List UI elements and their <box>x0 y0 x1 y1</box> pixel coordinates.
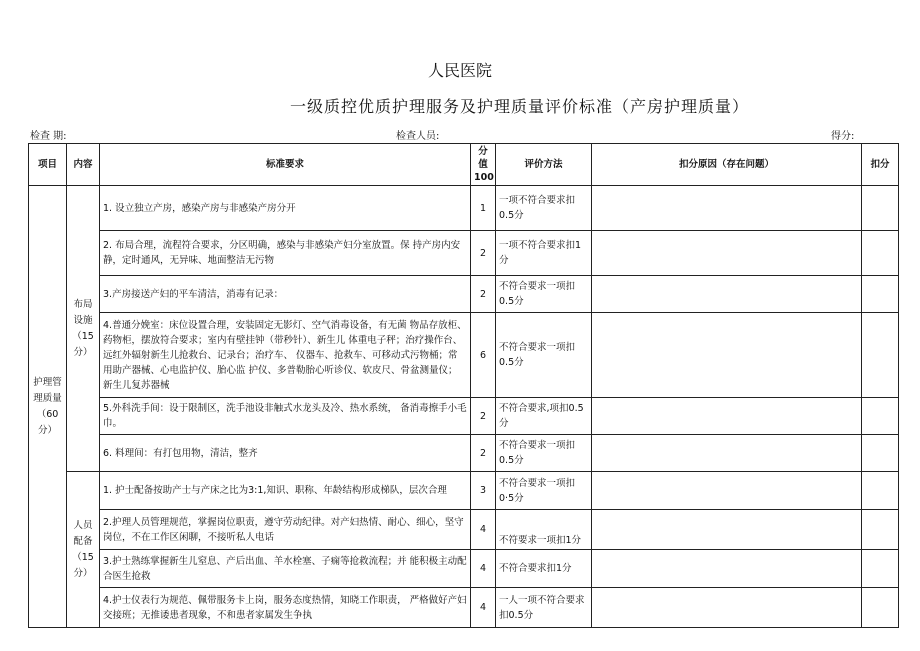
reason-cell[interactable] <box>592 398 862 435</box>
reason-cell[interactable] <box>592 588 862 628</box>
table-row <box>29 231 899 276</box>
deduct-cell[interactable] <box>862 435 899 472</box>
score-cell: 4 <box>471 550 496 588</box>
col-header-deduct: 扣分 <box>862 144 899 186</box>
method-cell: 不符合要求一项扣0·5分 <box>496 472 592 510</box>
standard-cell: 1. 护士配备按助产士与产床之比为3:1,知识、职称、年龄结构形成梯队，层次合理 <box>100 472 471 510</box>
deduct-cell[interactable] <box>862 550 899 588</box>
inspector-label: 检查人员: <box>396 131 440 142</box>
table-row <box>29 313 899 398</box>
method-cell: 一项不符合要求扣1分 <box>496 231 592 276</box>
deduct-cell[interactable] <box>862 313 899 398</box>
hospital-name: 人民医院 <box>427 61 492 80</box>
deduct-cell[interactable] <box>862 276 899 313</box>
score-cell: 4 <box>471 588 496 628</box>
standard-cell: 6. 料理间：有打包用物，清洁，整齐 <box>100 435 471 472</box>
col-header-method: 评价方法 <box>496 144 592 186</box>
reason-cell[interactable] <box>592 550 862 588</box>
standard-cell: 5.外科洗手间：设于限制区，洗手池设非触式水龙头及冷、热水系统， 备消毒擦手小毛巾。 <box>100 398 471 435</box>
col-header-score-total: 100 <box>474 172 494 183</box>
deduct-cell[interactable] <box>862 231 899 276</box>
check-date-label: 检查 期: <box>30 131 67 142</box>
table-row <box>29 510 899 550</box>
deduct-cell[interactable] <box>862 472 899 510</box>
standard-cell: 2.护理人员管理规范，掌握岗位职责，遵守劳动纪律。对产妇热情、耐心、细心，坚守岗位，不在工作区闲聊，不接听私人电话 <box>100 510 471 550</box>
score-cell: 6 <box>471 313 496 398</box>
table-row <box>29 472 899 510</box>
method-cell: 不符合要求一项扣0.5分 <box>496 313 592 398</box>
score-label: 得分: <box>831 131 855 142</box>
col-header-item: 项目 <box>29 144 67 186</box>
reason-cell[interactable] <box>592 186 862 231</box>
table-row <box>29 276 899 313</box>
deduct-cell[interactable] <box>862 186 899 231</box>
standard-cell: 3.护士熟练掌握新生儿窒息、产后出血、羊水栓塞、子痫等抢救流程；并 能积极主动配合医生抢救 <box>100 550 471 588</box>
table-row <box>29 550 899 588</box>
reason-cell[interactable] <box>592 510 862 550</box>
method-cell: 一人一项不符合要求扣0.5分 <box>496 588 592 628</box>
method-cell: 不符合要求一项扣0.5分 <box>496 276 592 313</box>
method-cell: 不符合要求一项扣0.5分 <box>496 435 592 472</box>
score-cell: 1 <box>471 186 496 231</box>
reason-cell[interactable] <box>592 231 862 276</box>
score-cell: 3 <box>471 472 496 510</box>
score-cell: 4 <box>471 510 496 550</box>
table-row <box>29 398 899 435</box>
item-group-cell: 护理管理质量（60分） <box>29 186 67 628</box>
deduct-cell[interactable] <box>862 398 899 435</box>
method-cell: 不符合要求,项扣0.5分 <box>496 398 592 435</box>
standard-cell: 2. 布局合理，流程符合要求，分区明确，感染与非感染产妇分室放置。保 持产房内安静，定时通风，无异味、地面整洁无污物 <box>100 231 471 276</box>
standard-cell: 4.护士仪表行为规范、佩带服务卡上岗，服务态度热情，知晓工作职责， 严格做好产妇交接班；无推诿患者现象，不和患者家属发生争执 <box>100 588 471 628</box>
deduct-cell[interactable] <box>862 588 899 628</box>
section-name-cell: 布局设施（15分） <box>67 186 100 472</box>
standard-cell: 3.产房接送产妇的平车清洁，消毒有记录： <box>100 276 471 313</box>
table-row <box>29 186 899 231</box>
reason-cell[interactable] <box>592 276 862 313</box>
standard-cell: 1. 设立独立产房，感染产房与非感染产房分开 <box>100 186 471 231</box>
evaluation-table <box>28 143 899 628</box>
table-header-row <box>29 144 899 186</box>
standard-cell: 4.普通分娩室：床位设置合理，安装固定无影灯、空气消毒设备，有无菌 物品存放柜、药物柜，摆放符合要求；室内有壁挂钟（带秒针）、新生儿 体重电子秤；治疗操作台、远红外辐射新生儿抢救台、记录台；治疗车、 仪器车、抢救车、可移动式污物桶；常用助产器械、心电监护仪、胎心监 护仪、多普勒胎心听诊仪、软皮尺、骨盆测量仪；新生儿复苏器械 <box>100 313 471 398</box>
col-header-score-label: 分值 <box>478 146 488 170</box>
reason-cell[interactable] <box>592 435 862 472</box>
score-cell: 2 <box>471 276 496 313</box>
section-name-cell: 人员配备（15分） <box>67 472 100 628</box>
col-header-score <box>471 144 496 186</box>
method-cell: 不符合要求扣1分 <box>496 550 592 588</box>
page-title: 一级质控优质护理服务及护理质量评价标准（产房护理质量） <box>290 97 750 116</box>
reason-cell[interactable] <box>592 472 862 510</box>
reason-cell[interactable] <box>592 313 862 398</box>
score-cell: 2 <box>471 398 496 435</box>
col-header-reason: 扣分原因（存在问题） <box>592 144 862 186</box>
table-row <box>29 588 899 628</box>
col-header-standard: 标准要求 <box>100 144 471 186</box>
score-cell: 2 <box>471 231 496 276</box>
col-header-content: 内容 <box>67 144 100 186</box>
method-cell: 一项不符合要求扣0.5分 <box>496 186 592 231</box>
score-cell: 2 <box>471 435 496 472</box>
table-row <box>29 435 899 472</box>
deduct-cell[interactable] <box>862 510 899 550</box>
method-cell: 不符要求一项扣1分 <box>496 510 592 550</box>
